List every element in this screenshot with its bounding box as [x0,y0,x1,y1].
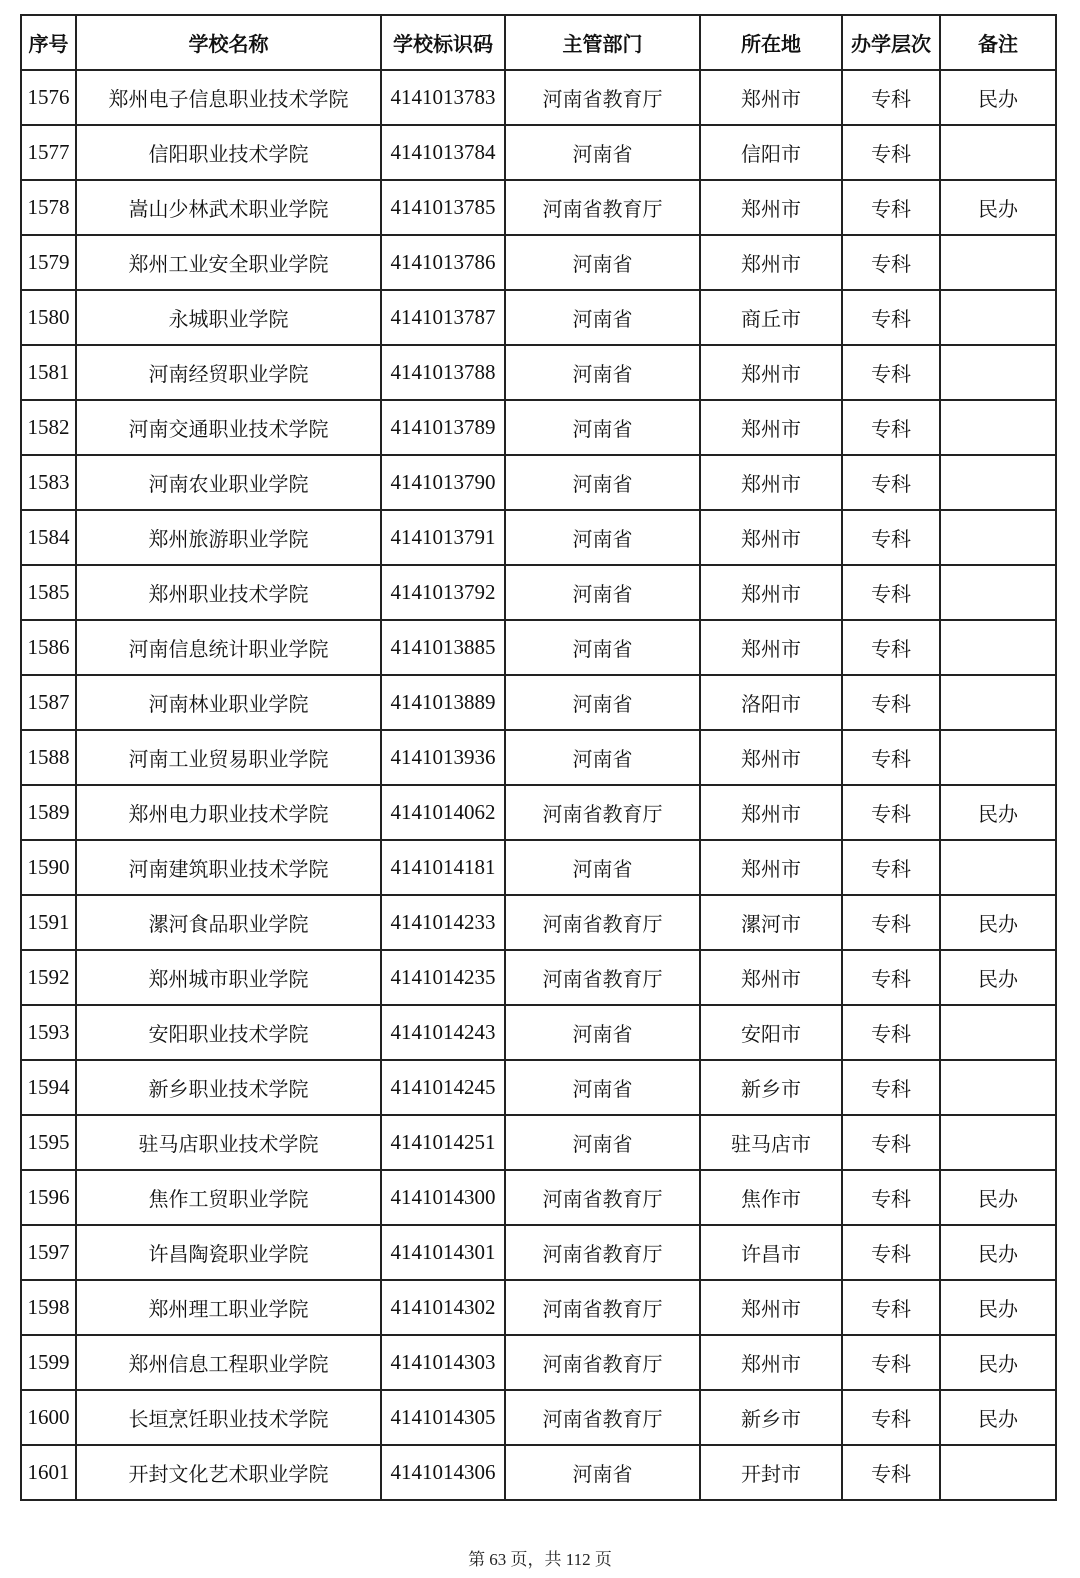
department-cell: 河南省教育厅 [505,180,700,235]
table-row [21,125,1056,180]
level-cell: 专科 [842,1115,940,1170]
school-name-cell: 嵩山少林武术职业学院 [76,180,381,235]
location-cell: 郑州市 [700,840,842,895]
school-name-cell: 漯河食品职业学院 [76,895,381,950]
location-cell: 郑州市 [700,510,842,565]
department-cell: 河南省教育厅 [505,785,700,840]
table-row [21,895,1056,950]
school-name-cell: 信阳职业技术学院 [76,125,381,180]
level-cell: 专科 [842,1170,940,1225]
school-code-cell: 4141013936 [381,730,505,785]
location-cell: 郑州市 [700,235,842,290]
school-table [20,14,1057,1501]
location-cell: 开封市 [700,1445,842,1500]
department-cell: 河南省 [505,675,700,730]
location-cell: 郑州市 [700,400,842,455]
school-name-cell: 郑州电子信息职业技术学院 [76,70,381,125]
level-cell: 专科 [842,70,940,125]
level-cell: 专科 [842,290,940,345]
remark-cell: 民办 [940,180,1056,235]
table-row [21,1280,1056,1335]
page-footer: 第 63 页，共 112 页 [468,1550,612,1569]
school-code-cell: 4141014300 [381,1170,505,1225]
serial-cell: 1591 [21,895,76,950]
department-cell: 河南省教育厅 [505,70,700,125]
remark-cell [940,565,1056,620]
serial-cell: 1590 [21,840,76,895]
location-cell: 郑州市 [700,565,842,620]
table-row [21,455,1056,510]
serial-cell: 1588 [21,730,76,785]
school-code-cell: 4141013787 [381,290,505,345]
school-code-cell: 4141014062 [381,785,505,840]
level-cell: 专科 [842,840,940,895]
header-level: 办学层次 [842,15,940,70]
serial-cell: 1599 [21,1335,76,1390]
department-cell: 河南省 [505,235,700,290]
school-name-cell: 河南交通职业技术学院 [76,400,381,455]
table-row [21,235,1056,290]
table-header [21,15,1056,70]
remark-cell [940,455,1056,510]
level-cell: 专科 [842,400,940,455]
table-row [21,290,1056,345]
table-row [21,1170,1056,1225]
school-code-cell: 4141013784 [381,125,505,180]
department-cell: 河南省教育厅 [505,1390,700,1445]
school-name-cell: 河南信息统计职业学院 [76,620,381,675]
serial-cell: 1578 [21,180,76,235]
school-name-cell: 安阳职业技术学院 [76,1005,381,1060]
serial-cell: 1593 [21,1005,76,1060]
remark-cell [940,125,1056,180]
remark-cell [940,1445,1056,1500]
remark-cell: 民办 [940,1335,1056,1390]
school-name-cell: 驻马店职业技术学院 [76,1115,381,1170]
school-code-cell: 4141013786 [381,235,505,290]
school-name-cell: 河南工业贸易职业学院 [76,730,381,785]
school-code-cell: 4141013788 [381,345,505,400]
department-cell: 河南省 [505,1445,700,1500]
school-code-cell: 4141014235 [381,950,505,1005]
table-row [21,1390,1056,1445]
school-code-cell: 4141013790 [381,455,505,510]
location-cell: 许昌市 [700,1225,842,1280]
location-cell: 郑州市 [700,785,842,840]
remark-cell: 民办 [940,1225,1056,1280]
table-row [21,1005,1056,1060]
table-row [21,730,1056,785]
level-cell: 专科 [842,1335,940,1390]
table-row [21,675,1056,730]
remark-cell: 民办 [940,1390,1056,1445]
school-name-cell: 郑州工业安全职业学院 [76,235,381,290]
level-cell: 专科 [842,1445,940,1500]
school-name-cell: 河南建筑职业技术学院 [76,840,381,895]
serial-cell: 1600 [21,1390,76,1445]
remark-cell [940,510,1056,565]
department-cell: 河南省 [505,400,700,455]
serial-cell: 1597 [21,1225,76,1280]
level-cell: 专科 [842,180,940,235]
department-cell: 河南省 [505,1005,700,1060]
school-name-cell: 郑州信息工程职业学院 [76,1335,381,1390]
location-cell: 郑州市 [700,455,842,510]
serial-cell: 1583 [21,455,76,510]
location-cell: 郑州市 [700,1335,842,1390]
remark-cell [940,620,1056,675]
school-code-cell: 4141014251 [381,1115,505,1170]
school-code-cell: 4141013783 [381,70,505,125]
school-code-cell: 4141014245 [381,1060,505,1115]
level-cell: 专科 [842,785,940,840]
department-cell: 河南省教育厅 [505,895,700,950]
department-cell: 河南省教育厅 [505,1335,700,1390]
remark-cell: 民办 [940,70,1056,125]
serial-cell: 1581 [21,345,76,400]
school-name-cell: 郑州旅游职业学院 [76,510,381,565]
remark-cell: 民办 [940,950,1056,1005]
level-cell: 专科 [842,1060,940,1115]
school-code-cell: 4141014233 [381,895,505,950]
school-code-cell: 4141013789 [381,400,505,455]
department-cell: 河南省 [505,730,700,785]
level-cell: 专科 [842,1225,940,1280]
level-cell: 专科 [842,620,940,675]
school-code-cell: 4141013792 [381,565,505,620]
serial-cell: 1594 [21,1060,76,1115]
department-cell: 河南省教育厅 [505,1280,700,1335]
school-code-cell: 4141013791 [381,510,505,565]
table-row [21,180,1056,235]
remark-cell [940,400,1056,455]
school-name-cell: 焦作工贸职业学院 [76,1170,381,1225]
level-cell: 专科 [842,1390,940,1445]
level-cell: 专科 [842,510,940,565]
school-code-cell: 4141014301 [381,1225,505,1280]
header-remark: 备注 [940,15,1056,70]
school-name-cell: 河南林业职业学院 [76,675,381,730]
table-row [21,565,1056,620]
level-cell: 专科 [842,1005,940,1060]
department-cell: 河南省 [505,1060,700,1115]
location-cell: 洛阳市 [700,675,842,730]
header-serial: 序号 [21,15,76,70]
serial-cell: 1584 [21,510,76,565]
remark-cell: 民办 [940,1280,1056,1335]
location-cell: 新乡市 [700,1060,842,1115]
remark-cell [940,345,1056,400]
table-row [21,400,1056,455]
table-row [21,620,1056,675]
remark-cell [940,1005,1056,1060]
serial-cell: 1577 [21,125,76,180]
table-row [21,1060,1056,1115]
location-cell: 郑州市 [700,180,842,235]
location-cell: 驻马店市 [700,1115,842,1170]
school-name-cell: 郑州理工职业学院 [76,1280,381,1335]
department-cell: 河南省教育厅 [505,950,700,1005]
table-row [21,840,1056,895]
location-cell: 郑州市 [700,70,842,125]
table-body [21,70,1056,1500]
location-cell: 焦作市 [700,1170,842,1225]
location-cell: 郑州市 [700,620,842,675]
school-name-cell: 郑州职业技术学院 [76,565,381,620]
serial-cell: 1586 [21,620,76,675]
remark-cell [940,675,1056,730]
serial-cell: 1580 [21,290,76,345]
header-location: 所在地 [700,15,842,70]
department-cell: 河南省 [505,510,700,565]
remark-cell [940,840,1056,895]
department-cell: 河南省 [505,290,700,345]
remark-cell: 民办 [940,1170,1056,1225]
table-row [21,510,1056,565]
serial-cell: 1585 [21,565,76,620]
department-cell: 河南省 [505,345,700,400]
table-row [21,1335,1056,1390]
school-name-cell: 许昌陶瓷职业学院 [76,1225,381,1280]
serial-cell: 1587 [21,675,76,730]
serial-cell: 1589 [21,785,76,840]
location-cell: 安阳市 [700,1005,842,1060]
department-cell: 河南省教育厅 [505,1225,700,1280]
level-cell: 专科 [842,345,940,400]
level-cell: 专科 [842,895,940,950]
table-row [21,950,1056,1005]
level-cell: 专科 [842,950,940,1005]
table-row [21,345,1056,400]
level-cell: 专科 [842,730,940,785]
level-cell: 专科 [842,1280,940,1335]
department-cell: 河南省教育厅 [505,1170,700,1225]
header-school-code: 学校标识码 [381,15,505,70]
location-cell: 郑州市 [700,1280,842,1335]
serial-cell: 1595 [21,1115,76,1170]
serial-cell: 1576 [21,70,76,125]
table-row [21,1445,1056,1500]
header-department: 主管部门 [505,15,700,70]
school-name-cell: 永城职业学院 [76,290,381,345]
school-name-cell: 长垣烹饪职业技术学院 [76,1390,381,1445]
location-cell: 郑州市 [700,345,842,400]
school-name-cell: 河南农业职业学院 [76,455,381,510]
level-cell: 专科 [842,235,940,290]
school-code-cell: 4141013885 [381,620,505,675]
level-cell: 专科 [842,455,940,510]
department-cell: 河南省 [505,620,700,675]
location-cell: 漯河市 [700,895,842,950]
school-name-cell: 新乡职业技术学院 [76,1060,381,1115]
school-code-cell: 4141014305 [381,1390,505,1445]
level-cell: 专科 [842,565,940,620]
school-code-cell: 4141013889 [381,675,505,730]
department-cell: 河南省 [505,565,700,620]
remark-cell: 民办 [940,785,1056,840]
department-cell: 河南省 [505,455,700,510]
location-cell: 郑州市 [700,730,842,785]
school-name-cell: 河南经贸职业学院 [76,345,381,400]
serial-cell: 1598 [21,1280,76,1335]
school-name-cell: 开封文化艺术职业学院 [76,1445,381,1500]
serial-cell: 1596 [21,1170,76,1225]
level-cell: 专科 [842,675,940,730]
serial-cell: 1579 [21,235,76,290]
remark-cell [940,235,1056,290]
location-cell: 商丘市 [700,290,842,345]
level-cell: 专科 [842,125,940,180]
school-code-cell: 4141014181 [381,840,505,895]
department-cell: 河南省 [505,125,700,180]
location-cell: 信阳市 [700,125,842,180]
remark-cell [940,1060,1056,1115]
school-code-cell: 4141014243 [381,1005,505,1060]
table-row [21,785,1056,840]
header-row [21,15,1056,70]
table-row [21,1115,1056,1170]
school-name-cell: 郑州电力职业技术学院 [76,785,381,840]
school-code-cell: 4141014303 [381,1335,505,1390]
serial-cell: 1601 [21,1445,76,1500]
location-cell: 新乡市 [700,1390,842,1445]
school-name-cell: 郑州城市职业学院 [76,950,381,1005]
school-code-cell: 4141014302 [381,1280,505,1335]
department-cell: 河南省 [505,1115,700,1170]
remark-cell [940,1115,1056,1170]
remark-cell [940,730,1056,785]
header-school-name: 学校名称 [76,15,381,70]
department-cell: 河南省 [505,840,700,895]
school-code-cell: 4141014306 [381,1445,505,1500]
table-row [21,1225,1056,1280]
serial-cell: 1582 [21,400,76,455]
remark-cell: 民办 [940,895,1056,950]
location-cell: 郑州市 [700,950,842,1005]
school-code-cell: 4141013785 [381,180,505,235]
remark-cell [940,290,1056,345]
serial-cell: 1592 [21,950,76,1005]
table-row [21,70,1056,125]
school-list-sheet [20,14,1055,1501]
